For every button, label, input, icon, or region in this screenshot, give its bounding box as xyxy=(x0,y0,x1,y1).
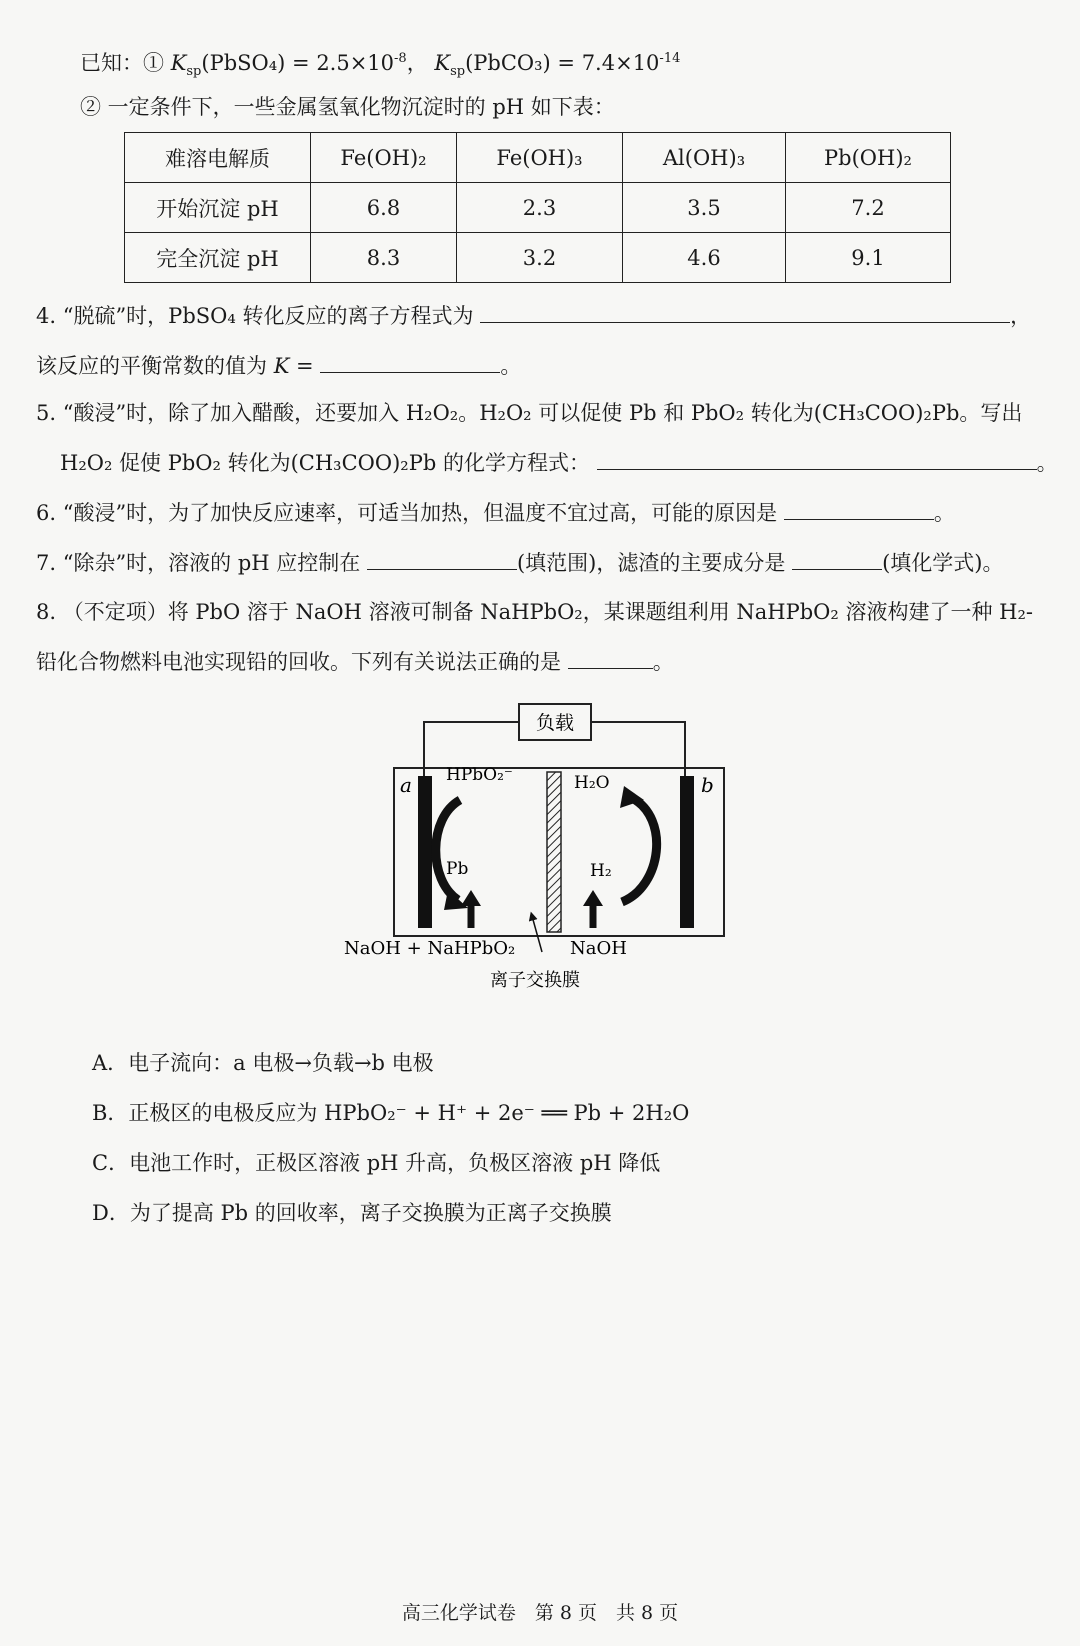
q5-end: 。 xyxy=(1036,451,1058,475)
page-footer: 高三化学试卷 第 8 页 共 8 页 xyxy=(401,1602,679,1624)
option-d[interactable]: D．为了提高 Pb 的回收率，离子交换膜为正离子交换膜 xyxy=(92,1201,612,1225)
table-cell: 7.2 xyxy=(786,183,951,233)
option-c[interactable]: C．电池工作时，正极区溶液 pH 升高，负极区溶液 pH 降低 xyxy=(92,1151,661,1175)
answer-blank-q6[interactable] xyxy=(784,497,934,520)
table-cell: 3.5 xyxy=(623,183,786,233)
known-note-2: ② 一定条件下，一些金属氢氧化物沉淀时的 pH 如下表： xyxy=(80,95,615,119)
ksp-exp-1: -8 xyxy=(394,51,407,66)
ksp-sub-1: sp xyxy=(186,64,202,80)
table-cell: 9.1 xyxy=(786,233,951,283)
membrane-label: 离子交换膜 xyxy=(490,970,580,991)
ph-table xyxy=(124,132,951,283)
question-5-line-2 xyxy=(60,447,1058,478)
answer-blank-q4-k[interactable] xyxy=(320,350,500,373)
electrode-a-label: a xyxy=(400,773,412,797)
table-header: Al(OH)₃ xyxy=(623,133,786,183)
right-top-species: H₂O xyxy=(574,773,610,793)
answer-blank-q7-formula[interactable] xyxy=(792,547,882,570)
right-feed-label: NaOH xyxy=(570,938,627,959)
q8-text-2: 铅化合物燃料电池实现铅的回收。下列有关说法正确的是 xyxy=(36,650,561,674)
answer-blank-q8[interactable] xyxy=(568,646,653,669)
question-5-line-1: 5. “酸浸”时，除了加入醋酸，还要加入 H₂O₂。H₂O₂ 可以促使 Pb 和 PbO₂ 转化为(CH₃COO)₂Pb。写出 xyxy=(36,401,1023,425)
electrode-b-label: b xyxy=(701,773,714,797)
table-cell: 3.2 xyxy=(457,233,623,283)
q6-end: 。 xyxy=(933,501,955,525)
q7-text-b: (填范围)，滤渣的主要成分是 xyxy=(516,551,786,575)
table-cell: 完全沉淀 pH xyxy=(125,233,311,283)
ksp-symbol-2: K xyxy=(434,51,451,75)
table-cell: 2.3 xyxy=(457,183,623,233)
q6-text: 6. “酸浸”时，为了加快反应速率，可适当加热，但温度不宜过高，可能的原因是 xyxy=(36,501,778,525)
electrode-b xyxy=(680,776,694,928)
q4-text: 4. “脱硫”时，PbSO₄ 转化反应的离子方程式为 xyxy=(36,304,474,328)
right-reaction-arrow xyxy=(622,798,657,902)
question-4-line-2 xyxy=(36,350,521,381)
ksp-sub-2: sp xyxy=(450,64,466,80)
q7-text-a: 7. “除杂”时，溶液的 pH 应控制在 xyxy=(36,551,361,575)
table-cell: 4.6 xyxy=(623,233,786,283)
table-header: Fe(OH)₂ xyxy=(311,133,457,183)
question-8-line-1: 8. （不定项）将 PbO 溶于 NaOH 溶液可制备 NaHPbO₂，某课题组利用 NaHPbO₂ 溶液构建了一种 H₂- xyxy=(36,600,1033,624)
fuel-cell-diagram xyxy=(340,690,740,1030)
left-feed-arrow-head xyxy=(461,890,481,906)
ksp-exp-2: -14 xyxy=(659,51,681,66)
ion-exchange-membrane xyxy=(547,772,561,932)
right-feed-arrow-head xyxy=(583,890,603,906)
question-7 xyxy=(36,547,1003,578)
table-header: Fe(OH)₃ xyxy=(457,133,623,183)
ksp-expr-1: (PbSO₄) = 2.5×10 xyxy=(201,51,395,75)
answer-blank-q7-range[interactable] xyxy=(367,547,517,570)
table-row xyxy=(125,233,951,283)
q8-end: 。 xyxy=(652,650,674,674)
membrane-pointer xyxy=(532,916,542,952)
left-bottom-species: Pb xyxy=(446,859,469,879)
q5-text-2: H₂O₂ 促使 PbO₂ 转化为(CH₃COO)₂Pb 的化学方程式： xyxy=(60,451,590,475)
option-a[interactable]: A．电子流向：a 电极→负载→b 电极 xyxy=(92,1051,434,1075)
electrode-a xyxy=(418,776,432,928)
ksp-expr-2: (PbCO₃) = 7.4×10 xyxy=(465,51,660,75)
left-top-species: HPbO₂⁻ xyxy=(446,765,513,785)
left-reaction-arrow xyxy=(436,800,460,900)
known-ksp-line: 已知：① $K_{sp}(PbSO_4) = 2.5\times 10^{-8}$， $K_{sp}(PbCO_3) = 7.4\times 10^{-14}$ xyxy=(80,51,681,80)
table-header-row xyxy=(125,133,951,183)
q4-text-2: 该反应的平衡常数的值为 xyxy=(36,354,267,378)
table-cell: 6.8 xyxy=(311,183,457,233)
table-header: Pb(OH)₂ xyxy=(786,133,951,183)
table-cell: 8.3 xyxy=(311,233,457,283)
q4-k-symbol: K = xyxy=(273,354,314,378)
table-cell: 开始沉淀 pH xyxy=(125,183,311,233)
table-header: 难溶电解质 xyxy=(125,133,311,183)
load-label: 负载 xyxy=(535,712,575,734)
option-b[interactable]: B．正极区的电极反应为 HPbO₂⁻ + H⁺ + 2e⁻ ══ Pb + 2H₂O xyxy=(92,1101,690,1125)
ksp-symbol-1: K xyxy=(170,51,187,75)
question-6 xyxy=(36,497,955,528)
right-bottom-species: H₂ xyxy=(590,861,612,881)
q7-text-c: (填化学式)。 xyxy=(882,551,1004,575)
question-8-line-2 xyxy=(36,646,674,677)
wire-right xyxy=(591,722,685,778)
left-feed-label: NaOH + NaHPbO₂ xyxy=(344,938,516,959)
known-prefix: 已知：① xyxy=(80,51,164,75)
question-4-line-1 xyxy=(36,300,1031,331)
q4-end-2: 。 xyxy=(500,354,522,378)
answer-blank-q4-equation[interactable] xyxy=(480,300,1010,323)
q4-end: ， xyxy=(1010,304,1032,328)
table-row xyxy=(125,183,951,233)
answer-blank-q5[interactable] xyxy=(597,447,1037,470)
